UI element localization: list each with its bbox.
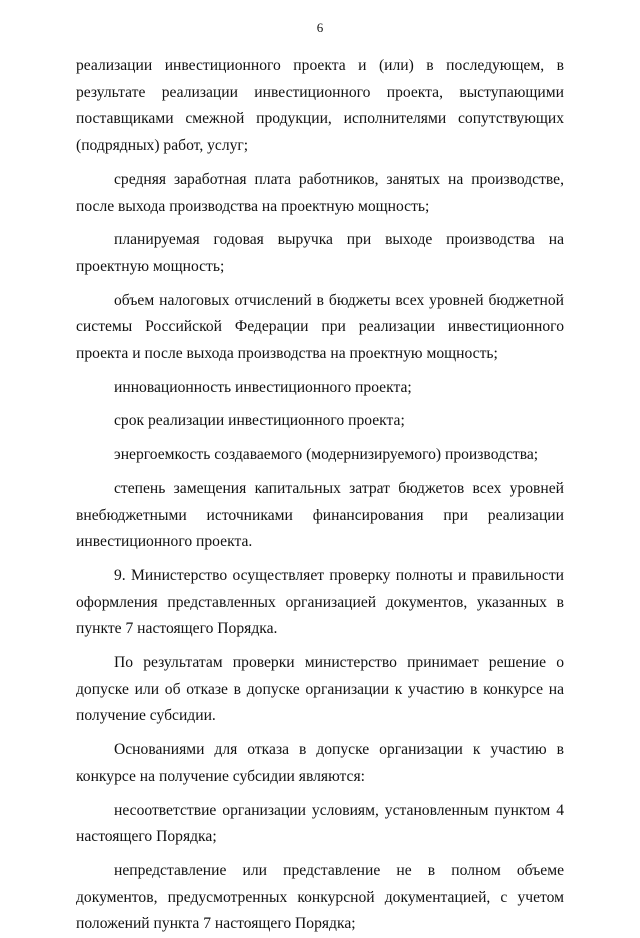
paragraph-decision: По результатам проверки министерство принимает решение о допуске или об отказе в допуске организации к участию в конкурсе на получение субсидии. [76, 654, 564, 725]
paragraph-nonconformity: несоответствие организации условиям, установленным пунктом 4 настоящего Порядка; [76, 801, 564, 846]
paragraph-energy-intensity: энергоемкость создаваемого (модернизируемого) производства; [114, 446, 539, 464]
paragraph-capital-cost-replacement: степень замещения капитальных затрат бюджетов всех уровней внебюджетными источниками финансирования при реализации инвестиционного проекта. [76, 479, 564, 551]
paragraph-tax-deductions: объем налоговых отчислений в бюджеты всех уровней бюджетной системы Российской Федерации при реализации инвестиционного проекта и после выхода производства на проектную мощность; [76, 291, 564, 363]
paragraph-clause-9: 9. Министерство осуществляет проверку полноты и правильности оформления представленных организацией документов, указанных в пункте 7 настоящего Порядка. [76, 566, 564, 638]
document-body [76, 53, 564, 938]
paragraph-missing-documents: непредставление или представление не в полном объеме документов, предусмотренных конкурсной документацией, с учетом положений пункта 7 настоящего Порядка; [76, 861, 564, 933]
paragraph-average-salary: средняя заработная плата работников, занятых на производстве, после выхода производства на проектную мощность; [76, 170, 564, 215]
paragraph-innovation: инновационность инвестиционного проекта; [114, 378, 412, 396]
paragraph-implementation-term: срок реализации инвестиционного проекта; [114, 412, 405, 430]
paragraph-refusal-grounds: Основаниями для отказа в допуске организации к участию в конкурсе на получение субсидии являются: [76, 741, 564, 785]
paragraph-continuation: реализации инвестиционного проекта и (или) в последующем, в результате реализации инвестиционного проекта, выступающими поставщиками смежной продукции, исполнителями сопутствующих (подрядных) работ, услуг; [76, 57, 564, 155]
page-number: 6 [316, 20, 324, 35]
paragraph-annual-revenue: планируемая годовая выручка при выходе производства на проектную мощность; [76, 231, 564, 275]
